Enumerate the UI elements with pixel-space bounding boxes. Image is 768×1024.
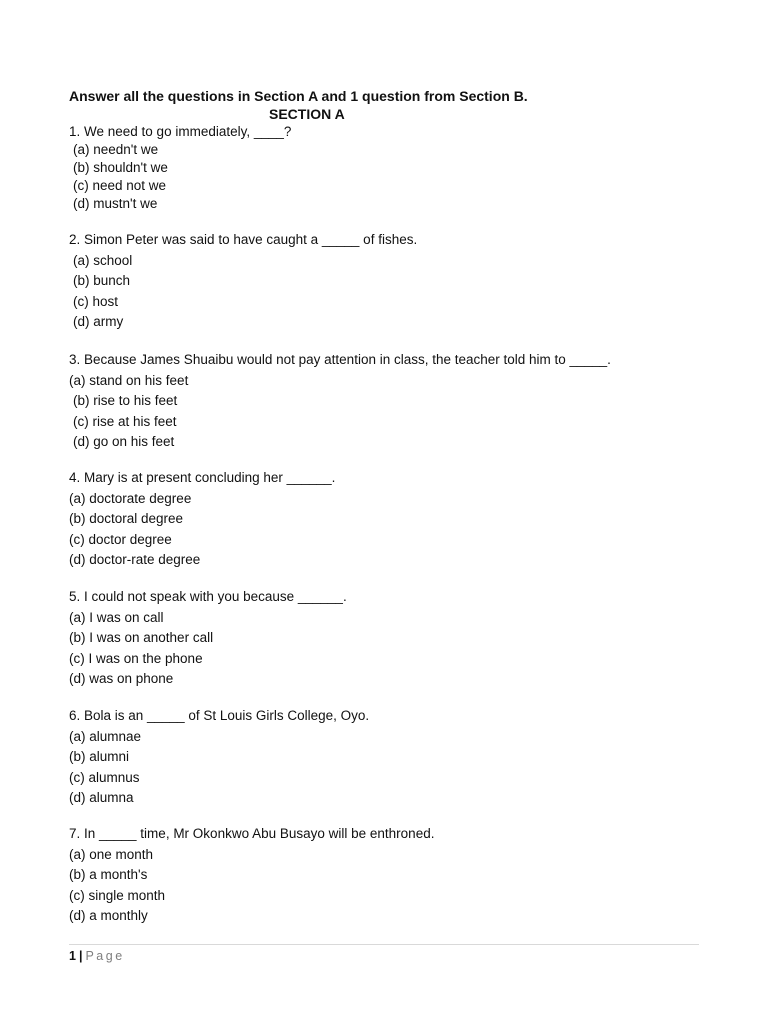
footer-separator: | xyxy=(78,949,83,963)
option-b: (b) doctoral degree xyxy=(69,511,184,526)
question-text: 6. Bola is an _____ of St Louis Girls College, Oyo. xyxy=(69,708,370,723)
question-7 xyxy=(69,824,434,927)
question-text: 4. Mary is at present concluding her ______. xyxy=(69,470,336,485)
question-3 xyxy=(69,350,611,453)
question-5 xyxy=(69,587,347,690)
option-c: (c) I was on the phone xyxy=(69,650,203,666)
option-c: (c) need not we xyxy=(73,178,167,193)
option-d: (d) alumna xyxy=(69,790,134,805)
option-d: (d) army xyxy=(73,314,124,329)
question-text: 5. I could not speak with you because ______. xyxy=(69,589,347,604)
option-c: (c) alumnus xyxy=(69,769,140,785)
option-a: (a) I was on call xyxy=(69,609,164,625)
option-b: (b) shouldn't we xyxy=(73,160,168,175)
option-d: (d) doctor-rate degree xyxy=(69,552,201,567)
option-a: (a) doctorate degree xyxy=(69,490,192,506)
option-d: (d) was on phone xyxy=(69,671,174,686)
option-d: (d) a monthly xyxy=(69,908,148,923)
option-b: (b) bunch xyxy=(73,273,131,288)
option-b: (b) alumni xyxy=(69,749,130,764)
question-text: 2. Simon Peter was said to have caught a _____ of fishes. xyxy=(69,232,418,247)
option-c: (c) doctor degree xyxy=(69,531,172,547)
page-footer xyxy=(69,948,125,964)
instructions-heading: Answer all the questions in Section A and 1 question from Section B. xyxy=(69,88,528,104)
question-4 xyxy=(69,468,335,571)
question-2 xyxy=(69,230,417,333)
question-6 xyxy=(69,706,369,809)
option-a: (a) one month xyxy=(69,846,154,862)
option-d: (d) go on his feet xyxy=(73,434,175,449)
option-b: (b) a month's xyxy=(69,867,148,882)
option-b: (b) rise to his feet xyxy=(73,393,178,408)
option-c: (c) host xyxy=(73,293,119,309)
page-label: Page xyxy=(85,949,125,963)
question-text: 3. Because James Shuaibu would not pay attention in class, the teacher told him to _____. xyxy=(69,352,611,367)
footer-divider xyxy=(69,944,699,945)
question-text: 1. We need to go immediately, ____? xyxy=(69,124,292,139)
option-c: (c) single month xyxy=(69,887,166,903)
section-a-title: SECTION A xyxy=(269,106,345,122)
option-a: (a) alumnae xyxy=(69,728,142,744)
question-1 xyxy=(69,123,291,213)
option-d: (d) mustn't we xyxy=(73,196,158,211)
option-a: (a) needn't we xyxy=(73,142,159,157)
option-b: (b) I was on another call xyxy=(69,630,214,645)
option-a: (a) school xyxy=(73,252,133,268)
option-c: (c) rise at his feet xyxy=(73,413,177,429)
page-number: 1 xyxy=(69,949,76,963)
option-a: (a) stand on his feet xyxy=(69,372,189,388)
question-text: 7. In _____ time, Mr Okonkwo Abu Busayo will be enthroned. xyxy=(69,826,435,841)
